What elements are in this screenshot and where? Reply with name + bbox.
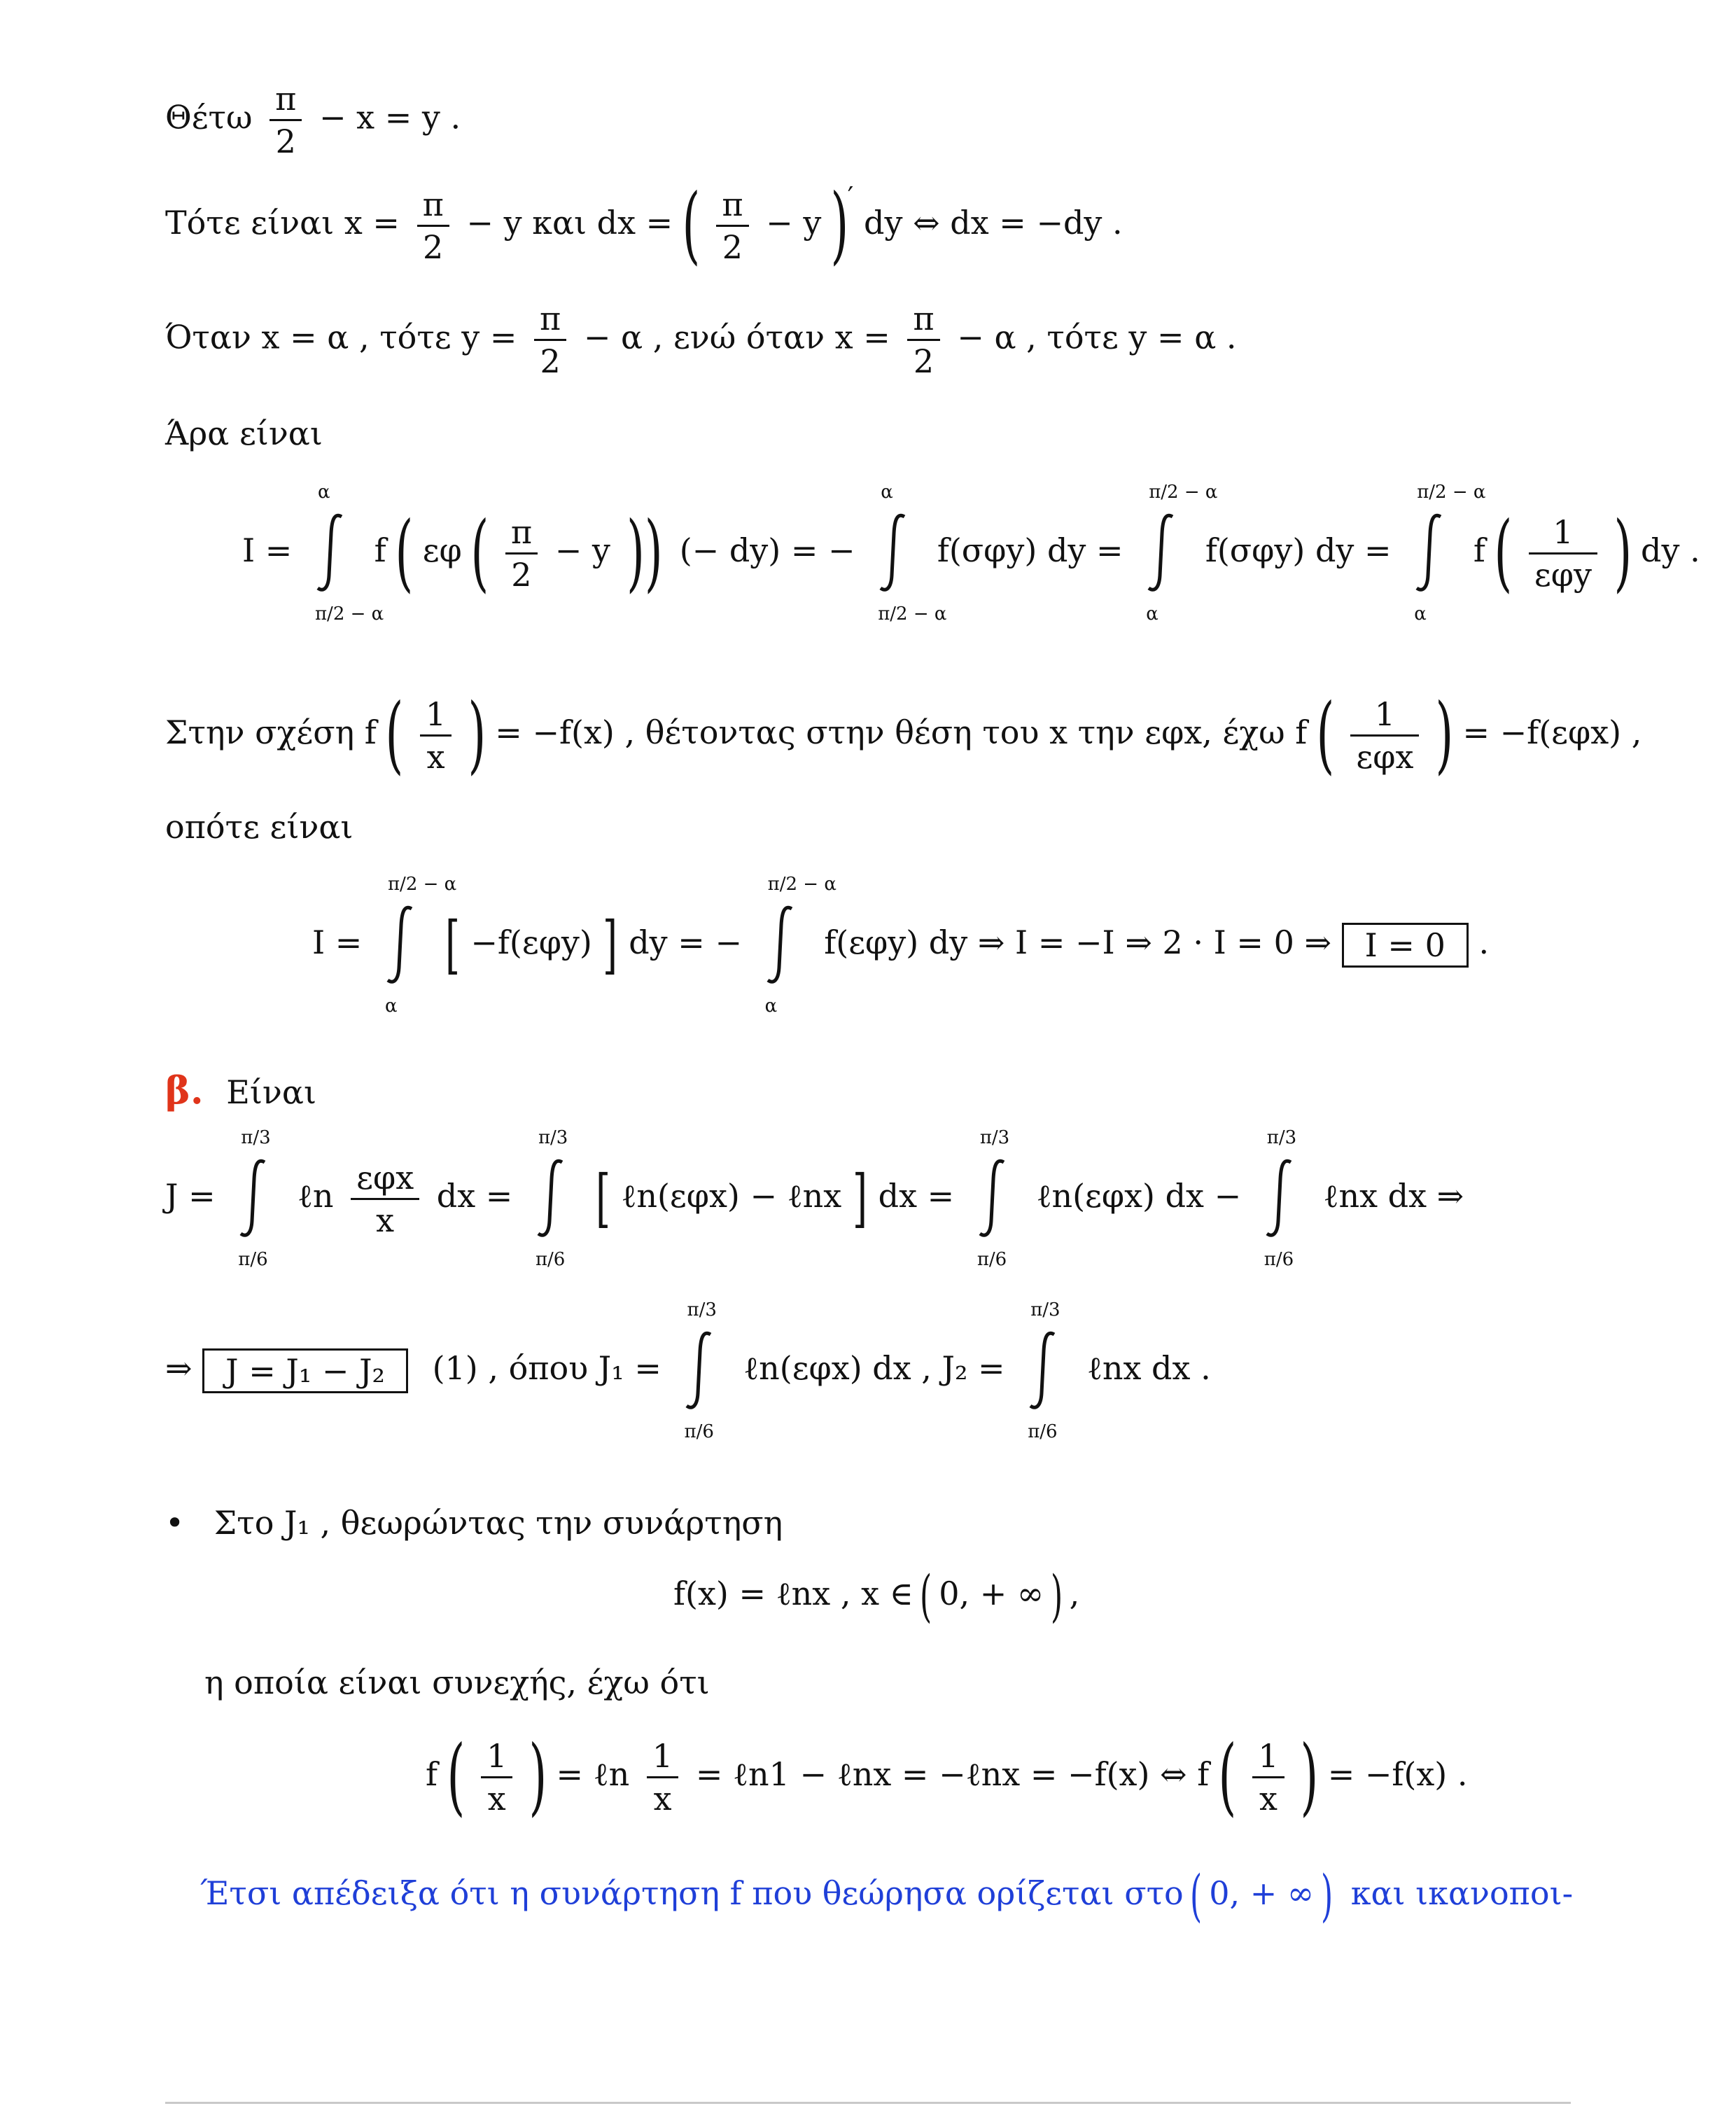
text: και ικανοποι-: [1350, 1874, 1574, 1912]
right-paren: ): [1300, 1728, 1319, 1825]
text: dx =: [436, 1177, 513, 1215]
fraction: $\frac{1}{x}$: [420, 698, 451, 773]
line-1: [165, 80, 461, 160]
text: 0, + ∞: [939, 1575, 1044, 1612]
text: = −f(x) .: [1327, 1755, 1468, 1793]
text: = ℓn: [556, 1755, 630, 1793]
text: ,: [1069, 1575, 1080, 1612]
left-paren: (: [447, 1728, 465, 1825]
left-paren: (: [1190, 1863, 1203, 1928]
text: ℓnx dx .: [1086, 1349, 1211, 1387]
text: Στο J₁ , θεωρώντας την συνάρτηση: [214, 1504, 783, 1542]
integral-sign: π/2 − α α: [1146, 482, 1218, 625]
equation-5: [673, 1563, 1080, 1629]
section-beta: [165, 1068, 316, 1113]
text: ℓn(εφx) dx −: [1036, 1177, 1242, 1215]
fraction: $\frac{\pi}{2}$: [907, 302, 939, 377]
text: 0, + ∞: [1209, 1874, 1315, 1912]
integral-sign: π/2 − α α: [384, 874, 457, 1017]
left-paren: (: [1218, 1728, 1237, 1825]
text: Τότε είναι x =: [165, 204, 400, 242]
integral-sign: α π/2 − α: [878, 482, 947, 625]
left-paren: (: [386, 686, 404, 783]
left-bracket: [: [444, 908, 460, 982]
text: dx =: [878, 1177, 955, 1215]
bullet-icon: •: [165, 1504, 185, 1542]
left-paren: (: [920, 1563, 932, 1629]
text: = ℓn1 − ℓnx = −ℓnx = −f(x) ⇔ f: [695, 1755, 1210, 1793]
text: f: [1473, 531, 1485, 569]
right-bracket: ]: [603, 908, 618, 982]
left-paren: (: [1316, 686, 1335, 783]
text: Είναι: [226, 1073, 316, 1111]
footer-divider: [165, 2102, 1571, 2104]
text: Έτσι απέδειξα ότι η συνάρτηση f που θεώρησα ορίζεται στο: [200, 1874, 1184, 1912]
fraction: $\frac{1}{\text{εφy}}$: [1529, 516, 1597, 591]
text: f: [374, 531, 386, 569]
fraction: $\frac{\pi}{2}$: [534, 302, 566, 377]
text: J =: [165, 1177, 216, 1215]
right-paren: ): [468, 686, 486, 783]
text: Θέτω: [165, 98, 253, 137]
right-paren: )): [626, 504, 664, 601]
equation-6: [426, 1728, 1468, 1825]
left-paren: (: [682, 176, 701, 274]
result-box: I = 0: [1342, 923, 1469, 968]
integral-sign: π/3 π/6: [1264, 1127, 1297, 1270]
integral-sign: π/3 π/6: [1028, 1299, 1060, 1442]
right-bracket: ]: [852, 1162, 867, 1235]
text: ℓn(εφx) − ℓnx: [621, 1177, 842, 1215]
text: −f(εφy): [470, 923, 592, 961]
text: = −f(εφx) ,: [1462, 713, 1642, 751]
text: dy = −: [629, 923, 742, 961]
text: .: [1478, 923, 1490, 961]
line-6: οπότε είναι: [165, 808, 354, 846]
text: − y: [766, 204, 822, 242]
line-3: [165, 300, 1237, 380]
integral-sign: π/3 π/6: [238, 1127, 271, 1270]
equation-3: [165, 1129, 1464, 1269]
fraction: $\frac{1}{x}$: [481, 1740, 512, 1815]
fraction: $\frac{1}{x}$: [647, 1740, 678, 1815]
fraction: $\frac{\pi}{2}$: [417, 188, 449, 263]
line-5: [165, 686, 1642, 783]
text: I =: [242, 531, 293, 569]
text: dy .: [1641, 531, 1700, 569]
section-label: β.: [165, 1068, 204, 1113]
text: dy ⇔ dx = −dy .: [864, 204, 1123, 242]
text: − y: [554, 531, 610, 569]
line-8-conclusion: [200, 1863, 1574, 1928]
text: − x = y .: [319, 98, 461, 137]
text: εφ: [422, 531, 462, 569]
text: ℓn(εφx) dx , J₂ =: [743, 1349, 1005, 1387]
bullet-line: [165, 1504, 783, 1542]
right-paren: ): [1320, 1863, 1334, 1928]
left-bracket: [: [595, 1162, 610, 1235]
text: (1) , όπου J₁ =: [432, 1349, 662, 1387]
equation-4: [165, 1301, 1211, 1441]
fraction-pi-2: $\frac{\pi}{2}$: [270, 83, 302, 158]
right-paren: ): [830, 176, 849, 274]
text: f(x) = ℓnx , x ∈: [673, 1575, 913, 1612]
right-paren: ): [1614, 504, 1632, 601]
integral-sign: π/2 − α α: [764, 874, 836, 1017]
text: f(σφy) dy =: [937, 531, 1124, 569]
left-paren: (: [470, 504, 489, 601]
right-paren: ): [1050, 1563, 1063, 1629]
integral-sign: α π/2 − α: [314, 482, 384, 625]
text: ⇒: [165, 1349, 192, 1387]
left-paren: (: [1494, 504, 1513, 601]
text: − α , τότε y = α .: [957, 318, 1237, 356]
line-2: Τότε είναι x = $\frac{\pi}{2}$ − y και dx = ( $\frac{\pi}{2}$ − y )′ dy ⇔ dx = −dy .: [165, 176, 1123, 274]
text: Όταν x = α , τότε y =: [165, 318, 517, 356]
fraction: $\frac{1}{x}$: [1252, 1740, 1284, 1815]
line-7: η οποία είναι συνεχής, έχω ότι: [204, 1664, 710, 1701]
text: ℓn: [297, 1177, 334, 1215]
text: = −f(x) , θέτοντας στην θέση του x την εφx, έχω f: [495, 713, 1308, 751]
right-paren: ): [1435, 686, 1454, 783]
left-paren: (: [395, 504, 414, 601]
text: − α , ενώ όταν x =: [583, 318, 890, 356]
text: ℓnx dx ⇒: [1323, 1177, 1464, 1215]
text: Στην σχέση f: [165, 713, 377, 751]
integral-sign: π/3 π/6: [535, 1127, 568, 1270]
fraction: $\frac{1}{\text{εφx}}$: [1350, 698, 1419, 773]
result-box: J = J₁ − J₂: [202, 1348, 408, 1393]
fraction: $\frac{\pi}{2}$: [505, 516, 538, 591]
text: (− dy) = −: [679, 531, 855, 569]
equation-2: [312, 875, 1489, 1015]
text: f: [426, 1755, 438, 1793]
line-4: Άρα είναι: [165, 414, 323, 452]
right-paren: ): [528, 1728, 547, 1825]
fraction: $\frac{\pi}{2}$: [716, 188, 748, 263]
equation-1: [242, 483, 1700, 623]
integral-sign: π/3 π/6: [684, 1299, 717, 1442]
integral-sign: π/2 − α α: [1414, 482, 1486, 625]
text: − y και dx =: [466, 204, 673, 242]
text: f(σφy) dy =: [1205, 531, 1392, 569]
integral-sign: π/3 π/6: [976, 1127, 1010, 1270]
text: I =: [312, 923, 363, 961]
text: f(εφy) dy ⇒ I = −I ⇒ 2 · I = 0 ⇒: [824, 923, 1332, 961]
fraction: $\frac{\text{εφx}}{x}$: [351, 1162, 419, 1236]
